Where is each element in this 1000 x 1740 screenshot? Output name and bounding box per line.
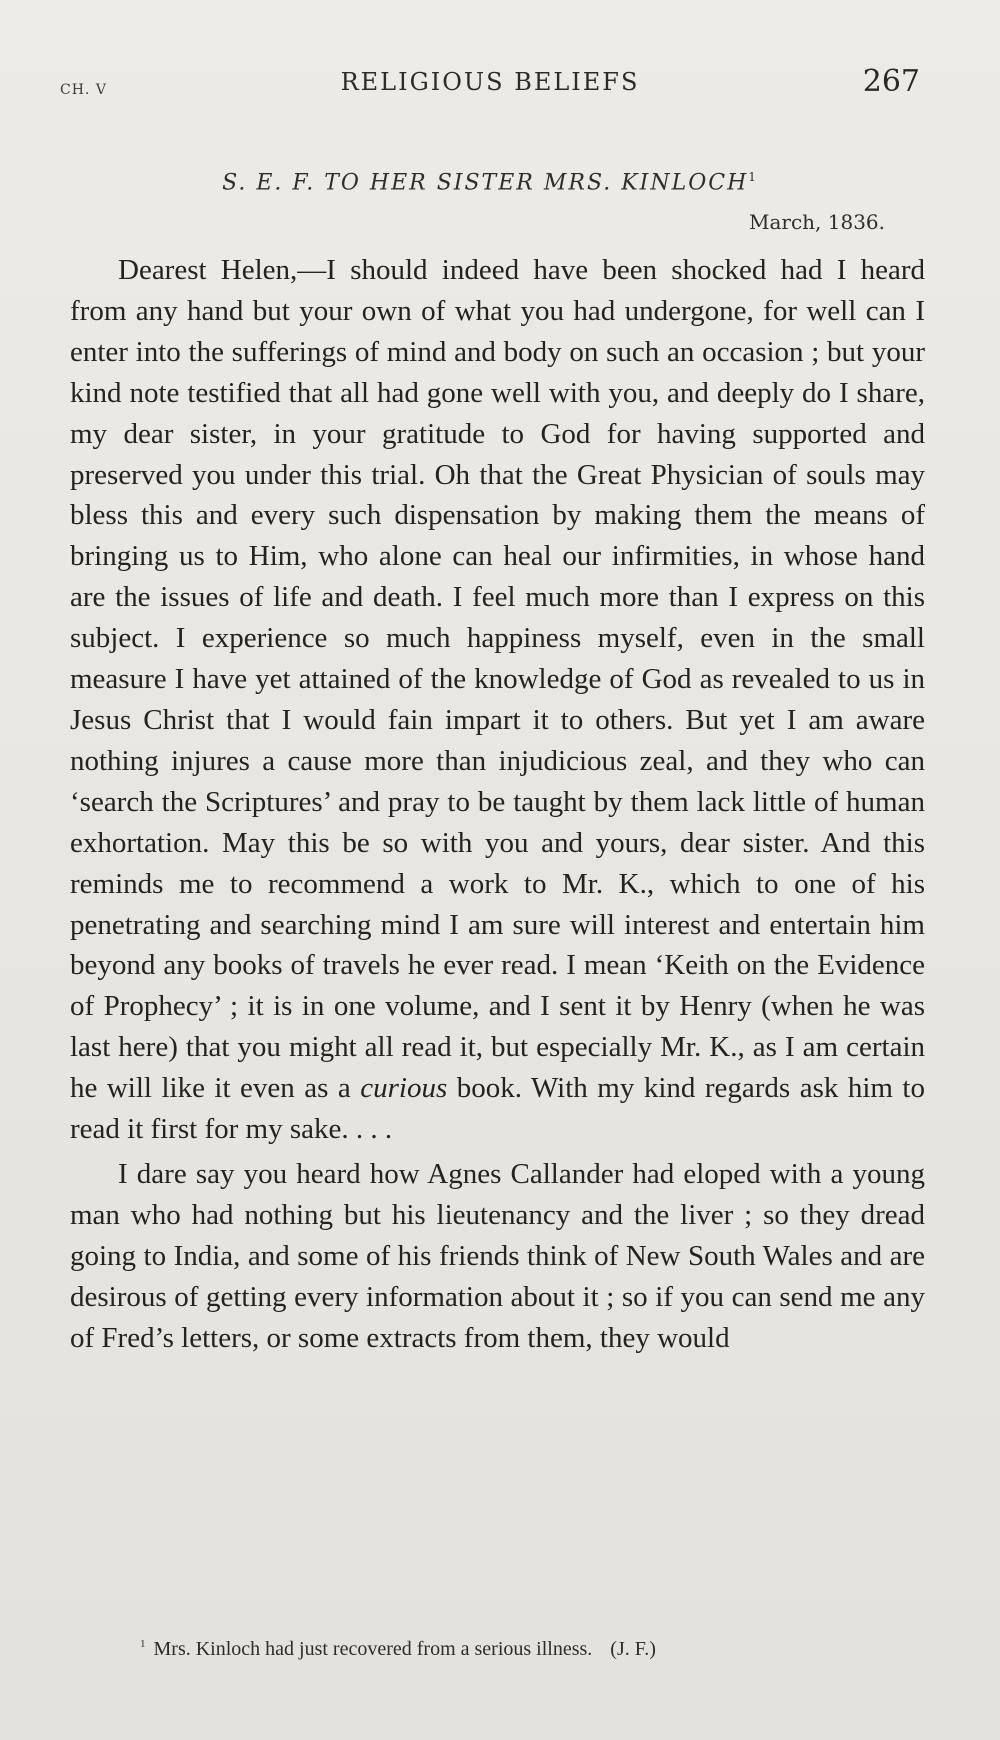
chapter-label: CH. V [60,82,107,98]
section-title: RELIGIOUS BELIEFS [340,68,640,96]
letter-body [70,250,925,1358]
italic-text: curious [360,1072,448,1105]
paragraph-text: Dearest Helen,—I should indeed have been shocked had I heard from any hand but your own of what you had undergone, for well can I enter into the sufferings of mind and body on such an occasion ; but your kind note testified that all had gone well with you, and deeply do I share, my dear sister, in your gratitude to God for having supported and preserved you under this trial. Oh that the Great Physician of souls may bless this and every such dispensation by making them the means of bringing us to Him, who alone can heal our infirmities, in whose hand are the issues of life and death. I feel much more than I express on this subject. I experience so much happiness myself, even in the small measure I have yet attained of the knowledge of God as revealed to us in Jesus Christ that I would fain impart it to others. But yet I am aware nothing injures a cause more than injudicious zeal, and they who can ‘search the Scriptures’ and pray to be taught by them lack little of human exhortation. May this be so with you and yours, dear sister. And this reminds me to recommend a work to Mr. K., which to one of his penetrating and searching mind I am sure will interest and entertain him beyond any books of travels he ever read. I mean ‘Keith on the Evidence of Prophecy’ ; it is in one volume, and I sent it by Henry (when he was last here) that you might all read it, but especially Mr. K., as I am certain he will like it even as a [70,254,925,1105]
footnote [140,1638,920,1661]
letter-heading-text: S. E. F. TO HER SISTER MRS. KINLOCH [222,170,749,196]
footnote-mark: 1 [140,1638,146,1651]
paragraph-text: I dare say you heard how Agnes Callander had eloped with a young man who had nothing but his lieutenancy and the liver ; so they dread going to India, and some of his friends think of New South Wales and are desirous of getting every information about it ; so if you can send me any of Fred’s letters, or some extracts from them, they would [70,1157,925,1354]
footnote-attribution: (J. F.) [610,1638,656,1660]
letter-heading [60,170,920,195]
letter-date: March, 1836. [748,210,885,234]
paragraph [70,250,925,1150]
footnote-text: Mrs. Kinloch had just recovered from a serious illness. [153,1638,593,1660]
paragraph-text: book. With my kind regards ask him to read it first for my sake. . . . [70,1072,925,1146]
page-number: 267 [862,64,920,99]
footnote-reference: 1 [748,170,758,184]
paragraph [70,1154,925,1359]
running-head [60,64,920,104]
